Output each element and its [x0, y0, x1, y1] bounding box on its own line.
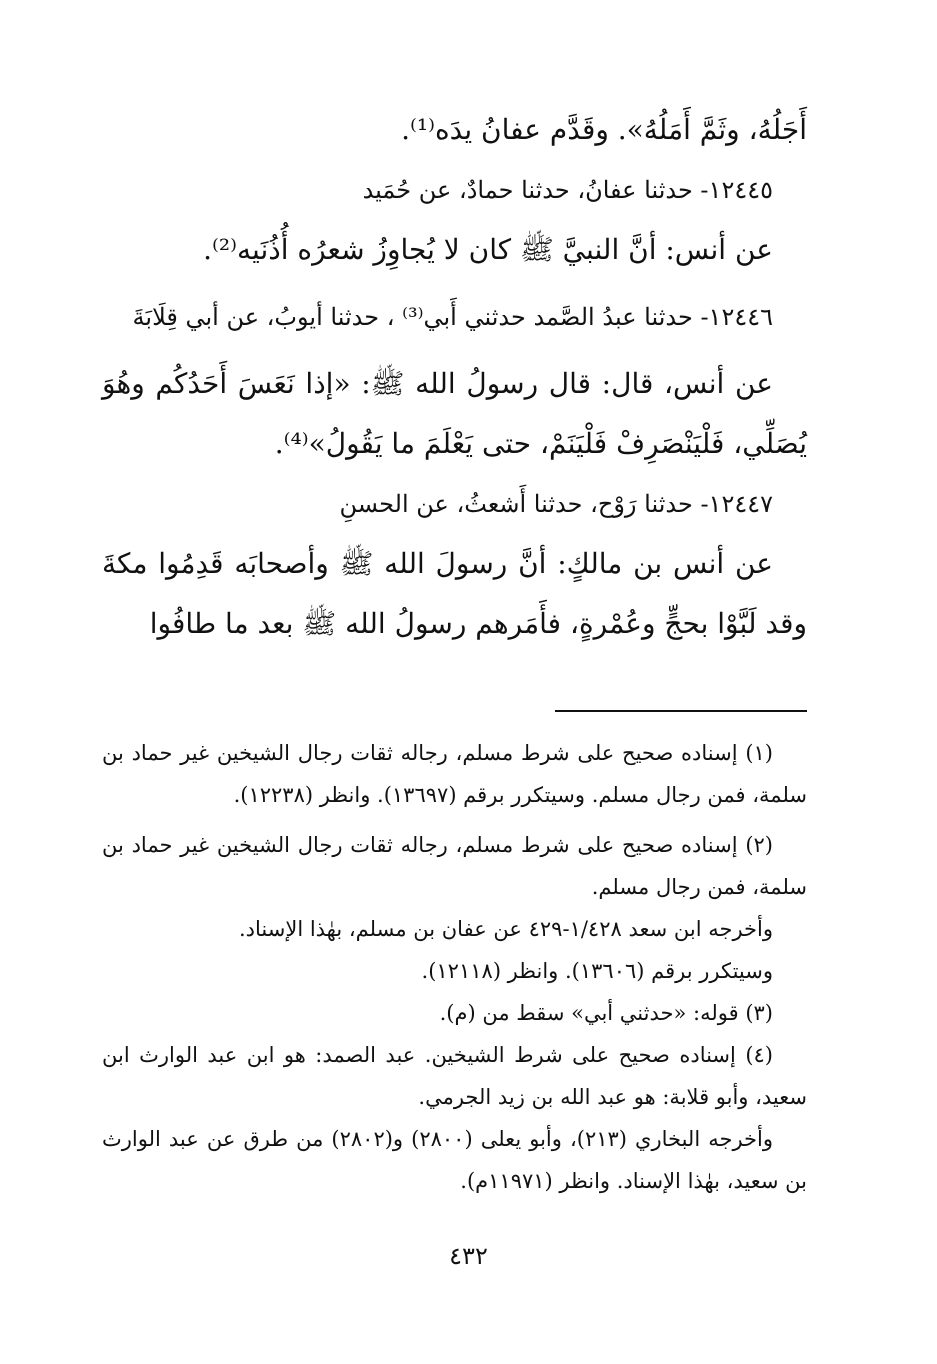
page-number: ٤٣٢	[449, 1242, 488, 1270]
footnote-1: (١) إسناده صحيح على شرط مسلم، رجاله ثقات رجال الشيخين غير حماد بن سلمة، فمن رجال مسلم. وسيتكرر برقم (١٣٦٩٧). وانظر (١٢٢٣٨).	[102, 741, 807, 807]
footnote-2-source: وأخرجه ابن سعد ١/٤٢٨-٤٢٩ عن عفان بن مسلم، بهٰذا الإسناد.	[238, 917, 773, 941]
main-text	[102, 100, 807, 654]
footnote-4: (٤) إسناده صحيح على شرط الشيخين. عبد الصمد: هو ابن عبد الوارث ابن سعيد، وأبو قلابة: هو عبد الله بن زيد الجرمي.	[102, 1043, 807, 1109]
hadith-1447-text: عن أنس بن مالكٍ: أنَّ رسولَ الله ﷺ وأصحابَه قَدِمُوا مكةَ وقد لَبَّوْا بحجٍّ وعُمْرةٍ، فأَمَرهم رسولُ الله ﷺ بعد ما طافُوا	[102, 547, 807, 640]
footnote-3: (٣) قوله: «حدثني أبي» سقط من (م).	[439, 1001, 773, 1025]
footnote-2: (٢) إسناده صحيح على شرط مسلم، رجاله ثقات رجال الشيخين غير حماد بن سلمة، فمن رجال مسلم.	[102, 833, 807, 899]
hadith-1445-text: عن أنس: أنَّ النبيَّ ﷺ كان لا يُجاوِزُ شعرُه أُذُنَيه⁽²⁾.	[203, 233, 773, 266]
hadith-1447-chain: ١٢٤٤٧- حدثنا رَوْح، حدثنا أَشعثُ، عن الحسنِ	[339, 490, 773, 518]
footnote-divider	[555, 710, 807, 712]
hadith-1446-chain: ١٢٤٤٦- حدثنا عبدُ الصَّمد حدثني أَبي⁽³⁾ ، حدثنا أيوبُ، عن أبي قِلَابَةَ	[132, 303, 773, 331]
hadith-1445-chain: ١٢٤٤٥- حدثنا عفانُ، حدثنا حمادٌ، عن حُمَيد	[362, 176, 773, 204]
footnotes	[102, 732, 807, 1202]
footnote-4-source: وأخرجه البخاري (٢١٣)، وأبو يعلى (٢٨٠٠) و(٢٨٠٢) من طرق عن عبد الوارث بن سعيد، بهٰذا الإسناد. وانظر (١١٩٧١م).	[102, 1127, 807, 1193]
text-line-continuation: أَجَلُهُ، وثَمَّ أَمَلُهُ». وقَدَّم عفانُ يدَه⁽¹⁾.	[401, 113, 807, 146]
hadith-1446-text: عن أنس، قال: قال رسولُ الله ﷺ: «إذا نَعَسَ أَحَدُكُم وهُوَ يُصَلِّي، فَلْيَنْصَرِفْ فَلْيَنَمْ، حتى يَعْلَمَ ما يَقُولُ»⁽⁴⁾.	[102, 367, 807, 460]
footnote-2-crossref: وسيتكرر برقم (١٣٦٠٦). وانظر (١٢١١٨).	[421, 959, 773, 983]
